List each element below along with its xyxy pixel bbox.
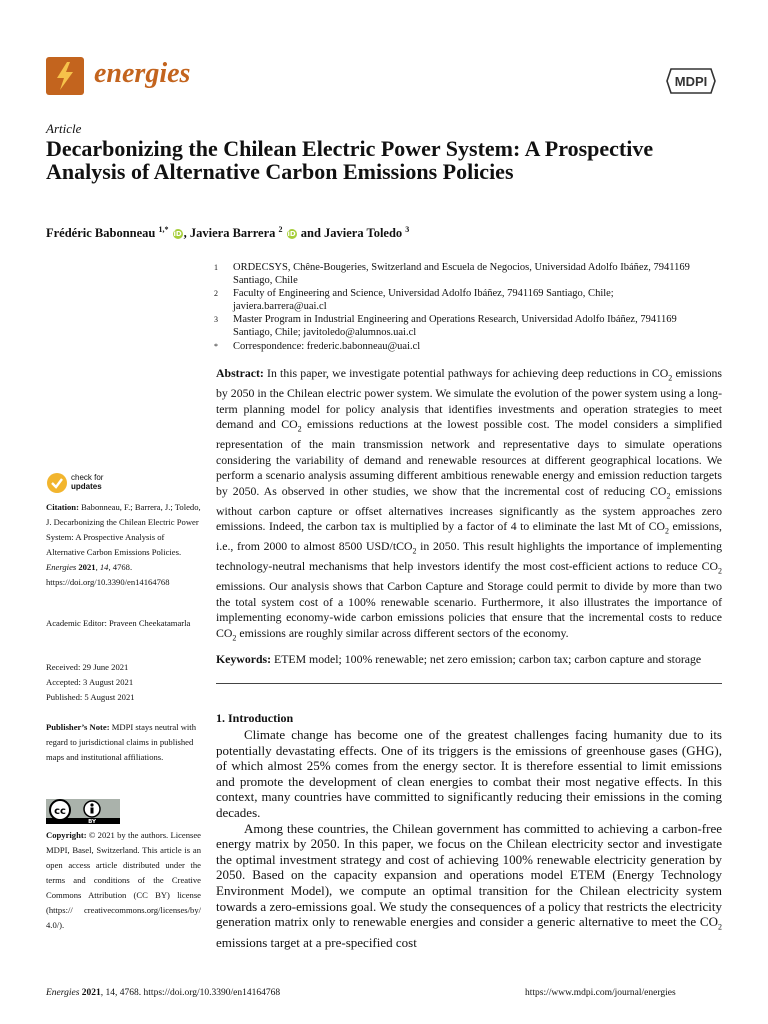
article-type: Article <box>46 121 82 136</box>
publisher-note: Publisher’s Note: MDPI stays neutral with regard to jurisdictional claims in published maps and institutional affiliations. <box>46 722 196 762</box>
accepted-date: Accepted: 3 August 2021 <box>46 677 134 687</box>
introduction-body <box>216 727 722 951</box>
mdpi-logo-text: MDPI <box>674 74 708 89</box>
academic-editor: Academic Editor: Praveen Cheekatamarla <box>46 618 191 628</box>
section-heading: 1. Introduction <box>216 711 294 725</box>
received-date: Received: 29 June 2021 <box>46 662 129 672</box>
affiliation-number: * <box>214 342 218 351</box>
orcid-icon[interactable]: iD <box>173 230 182 239</box>
affiliation-text: Master Program in Industrial Engineering and Operations Research, Universidad Adolfo Ibáñez, 7941169 Santiago, Chile; javitoledo@alumnos.uai.cl <box>233 314 677 338</box>
correspondence: Correspondence: frederic.babonneau@uai.cl <box>233 341 421 352</box>
paragraph: Among these countries, the Chilean government has committed to achieving a carbon-free energy matrix by 2050. In this paper, we focus on the Chilean electricity sector and investigate the optimal investment strategy and cost of achieving 100% renewable electricity generation by 2050. Based on the capacity expansion and operations model ETEM (Energy Technology Environment Model), we compute an optimal transition for the Chilean electricity system towards a zero-emissions goal. We study the consequences of a policy that restricts the electricity generation matrix only to renewable energies and consider a generic alternative to meet the $CO_2$ emissions target at a pre-specified cost <box>216 820 722 951</box>
citation: Citation: Babonneau, F.; Barrera, J.; Toledo, J. Decarbonizing the Chilean Electric Power System: A Prospective Analysis of Alternative Carbon Emissions Policies. Energies 2021, 14, 4768. https://doi.org/10.3390/en14164768 <box>46 502 201 587</box>
keywords: Keywords: ETEM model; 100% renewable; net zero emission; carbon tax; carbon capture and storage <box>216 652 702 666</box>
article-title: Decarbonizing the Chilean Electric Power System: A Prospective Analysis of Alternative Carbon Emissions Policies <box>46 136 654 184</box>
author-affiliation-marker: 1,* <box>158 225 169 234</box>
author-name: Frédéric Babonneau <box>46 226 156 241</box>
author-name: Javiera Toledo <box>324 226 403 241</box>
check-for-updates-label[interactable]: check for updates <box>71 473 104 491</box>
affiliation-number: 1 <box>214 263 218 272</box>
cc-by-license-icon[interactable] <box>46 799 120 824</box>
copyright-notice: Copyright: © 2021 by the authors. Licensee MDPI, Basel, Switzerland. This article is an open access article distributed under the terms and conditions of the Creative Commons Attribution (CC BY) license (https:// creativecommons.org/licenses/by/ 4.0/). <box>46 830 201 930</box>
affiliation-text: ORDECSYS, Chêne-Bougeries, Switzerland and Escuela de Negocios, Universidad Adolfo Ibáñez, 7941169 Santiago, Chile <box>233 262 690 286</box>
orcid-icon[interactable]: iD <box>287 230 296 239</box>
author-affiliation-marker: 3 <box>405 225 410 234</box>
svg-text:cc: cc <box>54 806 66 817</box>
energies-logo-icon <box>46 57 84 95</box>
footer-journal-url[interactable]: https://www.mdpi.com/journal/energies <box>525 988 676 998</box>
paragraph: Climate change has become one of the greatest challenges facing humanity due to its potentially devastating effects. One of its triggers is the emissions of greenhouse gases (GHG), of which almost 25% comes from the energy sector. It is therefore essential to limit emissions and promote the development of clean energies to combat their most negative effects. In this context, many countries have committed to significantly reducing their emissions in the coming decades. <box>216 727 722 820</box>
mdpi-logo-icon[interactable] <box>665 67 717 95</box>
author-affiliation-marker: 2 <box>278 225 283 234</box>
check-for-updates-icon[interactable] <box>46 472 68 494</box>
keywords-label: Keywords: <box>216 652 272 666</box>
divider <box>216 683 722 684</box>
author-list: Frédéric Babonneau $^{1,*}$ iD , Javiera Barrera $^2$ iD and Javiera Toledo $^3$ <box>46 225 410 241</box>
affiliation-number: 2 <box>214 289 218 298</box>
abstract: Abstract: In this paper, we investigate potential pathways for achieving deep reductions in $CO_2$ emissions by 2050 in the Chilean electric power system. We simulate the evolution of the power system using a long-term planning model for policy analysis that identifies investments and operation strategies to meet demand and $CO_2$ emissions reductions at the lowest possible cost. The model considers a simplified representation of the main transmission network and representative days to simulate operations considering the variability of demand and renewable resources at different geographical locations. We perform a scenario analysis assuming different ambitious renewable energy and emission reduction targets by 2050. As observed in other studies, we show that the incremental cost of reducing $CO_2$ emissions without carbon capture or offset alternatives increases significantly as the system approaches zero emissions. Indeed, the carbon tax is multiplied by a factor of 4 to eliminate the last Mt of $CO_2$ emissions, i.e., from 2000 to almost 8500 USD/tCO$_2$ in 2050. This result highlights the importance of implementing technology-neutral mechanisms that help investors identify the most cost-efficient actions to reduce $CO_2$ emissions. Our analysis shows that Carbon Capture and Storage could permit to divide by more than two the total system cost of a 100% renewable scenario. Furthermore, it also illustrates the importance of implementing economy-wide carbon emissions policies that ensure that the incremental costs to reduce $CO_2$ emissions are roughly similar across different sectors of the economy. <box>216 366 722 643</box>
footer-citation: Energies 2021, 14, 4768. https://doi.org/10.3390/en14164768 <box>46 988 281 998</box>
affiliation-text: Faculty of Engineering and Science, Universidad Adolfo Ibáñez, 7941169 Santiago, Chile; javiera.barrera@uai.cl <box>233 288 614 312</box>
author-name: Javiera Barrera <box>189 226 276 241</box>
published-date: Published: 5 August 2021 <box>46 692 135 702</box>
abstract-label: Abstract: <box>216 366 264 380</box>
journal-name: energies <box>94 58 191 89</box>
cc-by-label: BY <box>88 819 96 824</box>
affiliation-number: 3 <box>214 315 218 324</box>
